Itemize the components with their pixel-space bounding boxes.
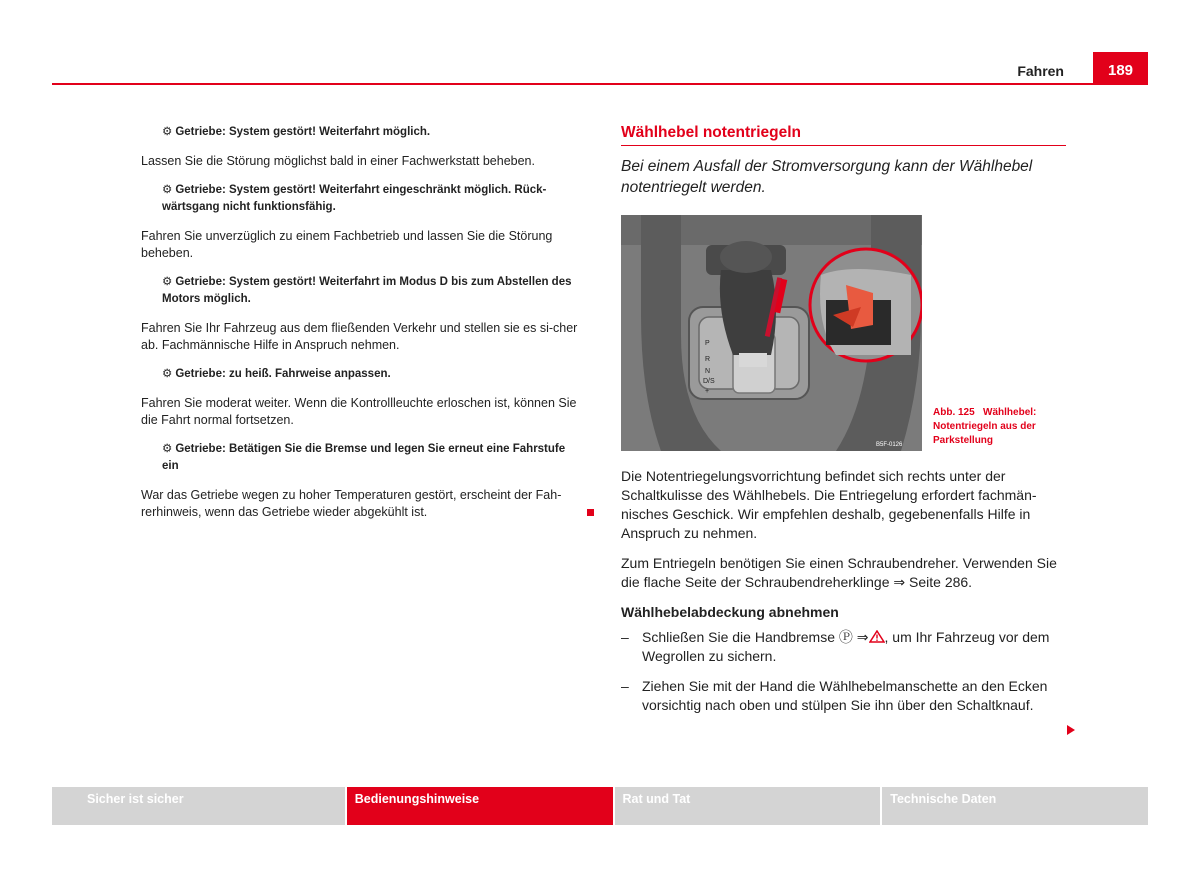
page-number: 189 bbox=[1093, 52, 1148, 85]
gear-icon: ⚙ bbox=[162, 184, 173, 196]
gear-icon: ⚙ bbox=[162, 368, 173, 380]
message-1: ⚙ Getriebe: System gestört! Weiterfahrt möglich. bbox=[162, 126, 431, 138]
tab-bedienungshinweise[interactable]: Bedienungshinweise bbox=[347, 787, 613, 825]
paragraph-tool: Zum Entriegeln benötigen Sie einen Schraubendreher. Verwenden Sie die flache Seite der Schraubendreherklinge ⇒ Seite 286. bbox=[621, 555, 1057, 590]
subheading: Wählhebelabdeckung abnehmen bbox=[621, 604, 839, 620]
left-column bbox=[141, 124, 581, 533]
step-2-text: Ziehen Sie mit der Hand die Wählhebelmanschette an den Ecken vorsichtig nach oben und stülpen Sie ihn über den Schaltknauf. bbox=[642, 678, 1048, 713]
parking-brake-icon: Ⓟ bbox=[838, 629, 853, 645]
step-dash: – bbox=[621, 678, 629, 694]
paragraph-2: Fahren Sie unverzüglich zu einem Fachbetrieb und lassen Sie die Störung beheben. bbox=[141, 229, 553, 260]
paragraph-5: War das Getriebe wegen zu hoher Temperaturen gestört, erscheint der Fah-rerhinweis, wenn das Getriebe wieder abgekühlt ist. bbox=[141, 488, 562, 519]
section-end-marker bbox=[587, 509, 594, 516]
gear-icon: ⚙ bbox=[162, 276, 173, 288]
message-3: ⚙ Getriebe: System gestört! Weiterfahrt im Modus D bis zum Abstellen des Motors möglich. bbox=[162, 276, 572, 305]
caption-text: Wählhebel: Notentriegeln aus der Parkstellung bbox=[933, 407, 1037, 446]
message-4: ⚙ Getriebe: zu heiß. Fahrweise anpassen. bbox=[162, 368, 391, 380]
gear-label-ds: D/S bbox=[703, 378, 715, 385]
step-2 bbox=[621, 677, 1066, 715]
right-body bbox=[621, 467, 1066, 726]
figure-gear-selector bbox=[621, 215, 922, 451]
paragraph-3: Fahren Sie Ihr Fahrzeug aus dem fließenden Verkehr und stellen sie es si-cher ab. Fachmännische Hilfe in Anspruch nehmen. bbox=[141, 321, 578, 352]
step-1 bbox=[621, 628, 1066, 666]
tab-technische-daten[interactable]: Technische Daten bbox=[882, 787, 1148, 825]
footer-tabs bbox=[52, 787, 1148, 825]
right-column bbox=[621, 124, 1066, 198]
paragraph-4: Fahren Sie moderat weiter. Wenn die Kontrollleuchte erloschen ist, können Sie die Fahrt normal fortsetzen. bbox=[141, 396, 577, 427]
warning-icon bbox=[869, 630, 885, 643]
figure-caption bbox=[933, 406, 1063, 448]
gear-label-n: N bbox=[705, 368, 711, 375]
section-title: Fahren bbox=[1017, 63, 1064, 79]
continue-arrow-icon bbox=[1067, 725, 1075, 735]
gear-label-plus: + bbox=[705, 388, 710, 395]
step-1-text: Schließen Sie die Handbremse Ⓟ ⇒ , um Ihr Fahrzeug vor dem Wegrollen zu sichern. bbox=[642, 629, 1050, 664]
paragraph-location: Die Notentriegelungsvorrichtung befindet sich rechts unter der Schaltkulisse des Wählhebels. Die Entriegelung erfordert fachmän-nisches Geschick. Wir empfehlen deshalb, gegebenenfalls Hilfe in Anspruch zu nehmen. bbox=[621, 468, 1037, 541]
caption-number: Abb. 125 bbox=[933, 407, 975, 418]
gear-icon: ⚙ bbox=[162, 126, 173, 138]
tab-rat-und-tat[interactable]: Rat und Tat bbox=[615, 787, 881, 825]
gear-label-r: R bbox=[705, 356, 711, 363]
tab-sicher-ist-sicher[interactable]: Sicher ist sicher bbox=[52, 787, 345, 825]
step-dash: – bbox=[621, 629, 629, 645]
message-2: ⚙ Getriebe: System gestört! Weiterfahrt eingeschränkt möglich. Rück-wärtsgang nicht funktionsfähig. bbox=[162, 184, 547, 213]
paragraph-1: Lassen Sie die Störung möglichst bald in einer Fachwerkstatt beheben. bbox=[141, 154, 535, 168]
gear-label-p: P bbox=[705, 340, 710, 347]
message-5: ⚙ Getriebe: Betätigen Sie die Bremse und legen Sie erneut eine Fahrstufe ein bbox=[162, 443, 566, 472]
intro-text: Bei einem Ausfall der Stromversorgung kann der Wählhebel notentriegelt werden. bbox=[621, 158, 1033, 196]
gear-selector-illustration bbox=[621, 215, 922, 451]
figure-code: B5F-0126 bbox=[876, 442, 903, 448]
gear-icon: ⚙ bbox=[162, 443, 173, 455]
section-heading: Wählhebel notentriegeln bbox=[621, 124, 1066, 146]
header-rule bbox=[52, 83, 1148, 85]
